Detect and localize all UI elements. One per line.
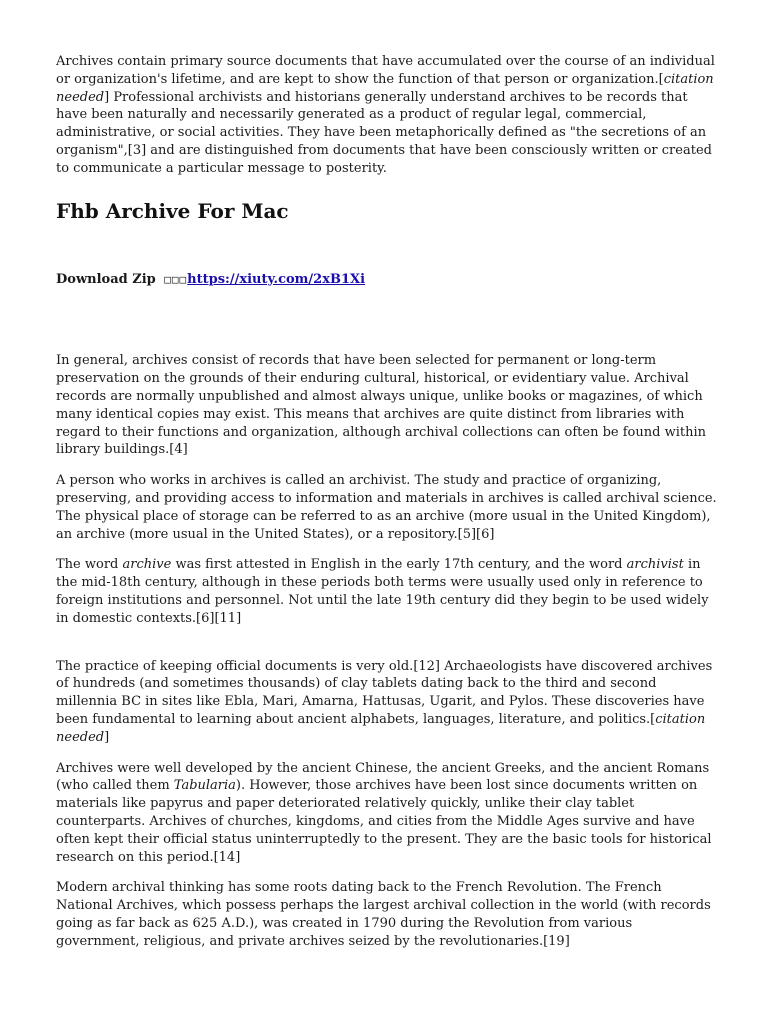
citation-needed-note: citation needed bbox=[56, 711, 706, 745]
placeholder-glyphs: □□□ bbox=[164, 272, 188, 286]
etymology-text-3: in the mid-18th century, although in these periods both terms were usually used only in reference to foreign institutions and personnel. Not until the late 19th century did they begin to be used widely in domestic contexts.[6][11] bbox=[56, 557, 709, 626]
download-label: Download Zip bbox=[56, 271, 156, 287]
spacer bbox=[56, 288, 718, 352]
term-archivist: archivist bbox=[626, 557, 684, 573]
intro-text-continued: ] Professional archivists and historians generally understand archives to be records that have been naturally and necessarily generated as a product of regular legal, commercial, administrative, or social activities. They have been metaphorically defined as "the secretions of an organism",[3] and are distinguished from documents that have been consciously written or created to communicate a particular message to posterity. bbox=[56, 89, 712, 176]
etymology-text-2: was first attested in English in the early 17th century, and the word bbox=[171, 557, 627, 573]
page-title: Fhb Archive For Mac bbox=[56, 198, 289, 223]
article-body bbox=[56, 53, 718, 950]
paragraph-archivist: A person who works in archives is called an archivist. The study and practice of organizing, preserving, and providing access to information and materials in archives is called archival science. The physical place of storage can be referred to as an archive (more usual in the United Kingdom), an archive (more usual in the United States), or a repository.[5][6] bbox=[56, 473, 717, 542]
term-tabularia: Tabularia bbox=[173, 778, 236, 794]
intro-text: Archives contain primary source documents that have accumulated over the course of an individual or organization's lifetime, and are kept to show the function of that person or organization.[ bbox=[56, 54, 715, 87]
intro-paragraph bbox=[56, 53, 718, 178]
paragraph-ancient bbox=[56, 760, 718, 867]
paragraph-history bbox=[56, 658, 718, 747]
paragraph-modern: Modern archival thinking has some roots dating back to the French Revolution. The French National Archives, which possess perhaps the largest archival collection in the world (with records going as far back as 625 A.D.), was created in 1790 during the Revolution from various government, religious, and private archives seized by the revolutionaries.[19] bbox=[56, 880, 711, 949]
ancient-text-2: ). However, those archives have been lost since documents written on materials like papyrus and paper deteriorated relatively quickly, unlike their clay tablet counterparts. Archives of churches, kingdoms, and cities from the Middle Ages survive and have often kept their official status uninterruptedly to the present. They are the basic tools for historical research on this period.[14] bbox=[56, 778, 712, 865]
download-link[interactable]: https://xiuty.com/2xB1Xi bbox=[187, 271, 366, 287]
download-line bbox=[56, 271, 718, 289]
term-archive: archive bbox=[122, 557, 172, 573]
history-text: The practice of keeping official documents is very old.[12] Archaeologists have discovered archives of hundreds (and sometimes thousands) of clay tablets dating back to the third and second millennia BC in sites like Ebla, Mari, Amarna, Hattusas, Ugarit, and Pylos. These discoveries have been fundamental to learning about ancient alphabets, languages, literature, and politics.[ bbox=[56, 658, 713, 727]
paragraph-general: In general, archives consist of records that have been selected for permanent or long-term preservation on the grounds of their enduring cultural, historical, or evidentiary value. Archival records are normally unpublished and almost always unique, unlike books or magazines, of which many identical copies may exist. This means that archives are quite distinct from libraries with regard to their functions and organization, although archival collections can often be found within library buildings.[4] bbox=[56, 353, 706, 458]
citation-needed-note: citation needed bbox=[56, 71, 714, 105]
etymology-text: The word bbox=[56, 557, 123, 573]
paragraph-etymology bbox=[56, 556, 718, 627]
ancient-text: Archives were well developed by the ancient Chinese, the ancient Greeks, and the ancient Romans (who called them bbox=[56, 760, 710, 794]
history-text-end: ] bbox=[104, 729, 110, 745]
